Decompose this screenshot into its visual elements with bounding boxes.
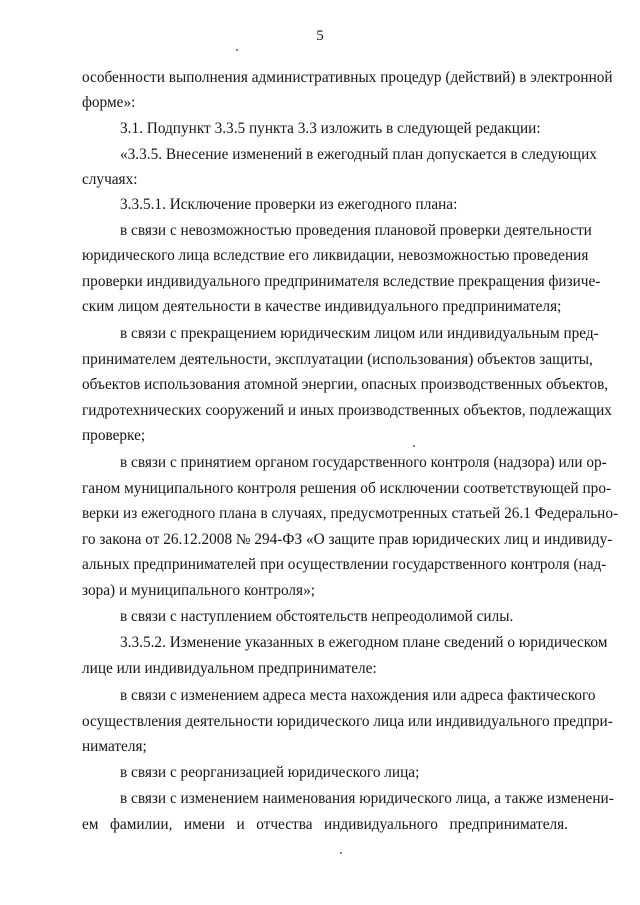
text-line: проверке;: [82, 427, 146, 444]
text-line: ским лицом деятельности в качестве индивидуального предпринимателя;: [82, 298, 562, 315]
text-line: в связи с наступлением обстоятельств непреодолимой силы.: [120, 608, 514, 625]
text-line: юридического лица вследствие его ликвидации, невозможностью проведения: [82, 247, 589, 264]
text-line: лице или индивидуальном предпринимателе:: [82, 660, 377, 677]
text-line: в связи с изменением адреса места нахождения или адреса фактического: [120, 687, 596, 704]
text-line: случаях:: [82, 171, 138, 188]
text-line: альных предпринимателей при осуществлении государственного контроля (над-: [82, 556, 607, 573]
text-line: в связи с прекращением юридическим лицом или индивидуальным пред-: [120, 325, 599, 342]
text-line: зора) и муниципального контроля»;: [82, 582, 315, 599]
scan-speck: [413, 445, 415, 447]
text-line: проверки индивидуального предпринимателя вследствие прекращения физиче-: [82, 273, 601, 290]
text-line: ганом муниципального контроля решения об исключении соответствующей про-: [82, 480, 612, 497]
text-line: в связи с реорганизацией юридического лица;: [120, 764, 420, 781]
text-line: в связи с изменением наименования юридического лица, а также изменени-: [120, 790, 614, 807]
text-line: 3.1. Подпункт 3.3.5 пункта 3.3 изложить в следующей редакции:: [120, 120, 541, 137]
text-line: нимателя;: [82, 738, 147, 755]
text-line: принимателем деятельности, эксплуатации (использования) объектов защиты,: [82, 351, 593, 368]
text-line: особенности выполнения административных процедур (действий) в электронной: [82, 69, 613, 86]
text-line: гидротехнических сооружений и иных производственных объектов, подлежащих: [82, 402, 612, 419]
text-line: 3.3.5.2. Изменение указанных в ежегодном плане сведений о юридическом: [120, 634, 608, 651]
text-line: ем фамилии, имени и отчества индивидуального предпринимателя.: [82, 816, 568, 833]
text-line: в связи с невозможностью проведения плановой проверки деятельности: [120, 222, 592, 239]
text-line: в связи с принятием органом государственного контроля (надзора) или ор-: [120, 454, 607, 471]
text-line: верки из ежегодного плана в случаях, предусмотренных статьей 26.1 Федерально-: [82, 505, 619, 522]
text-line: «3.3.5. Внесение изменений в ежегодный план допускается в следующих: [120, 146, 597, 163]
text-line: осуществления деятельности юридического лица или индивидуального предпри-: [82, 713, 613, 730]
text-line: форме»:: [82, 94, 136, 111]
scan-speck: [340, 852, 342, 854]
text-line: 3.3.5.1. Исключение проверки из ежегодного плана:: [120, 196, 458, 213]
text-line: го закона от 26.12.2008 № 294-ФЗ «О защите прав юридических лиц и индивиду-: [82, 531, 613, 548]
page-number: 5: [316, 28, 324, 44]
text-line: объектов использования атомной энергии, опасных производственных объектов,: [82, 376, 609, 393]
scan-speck: [236, 49, 238, 51]
